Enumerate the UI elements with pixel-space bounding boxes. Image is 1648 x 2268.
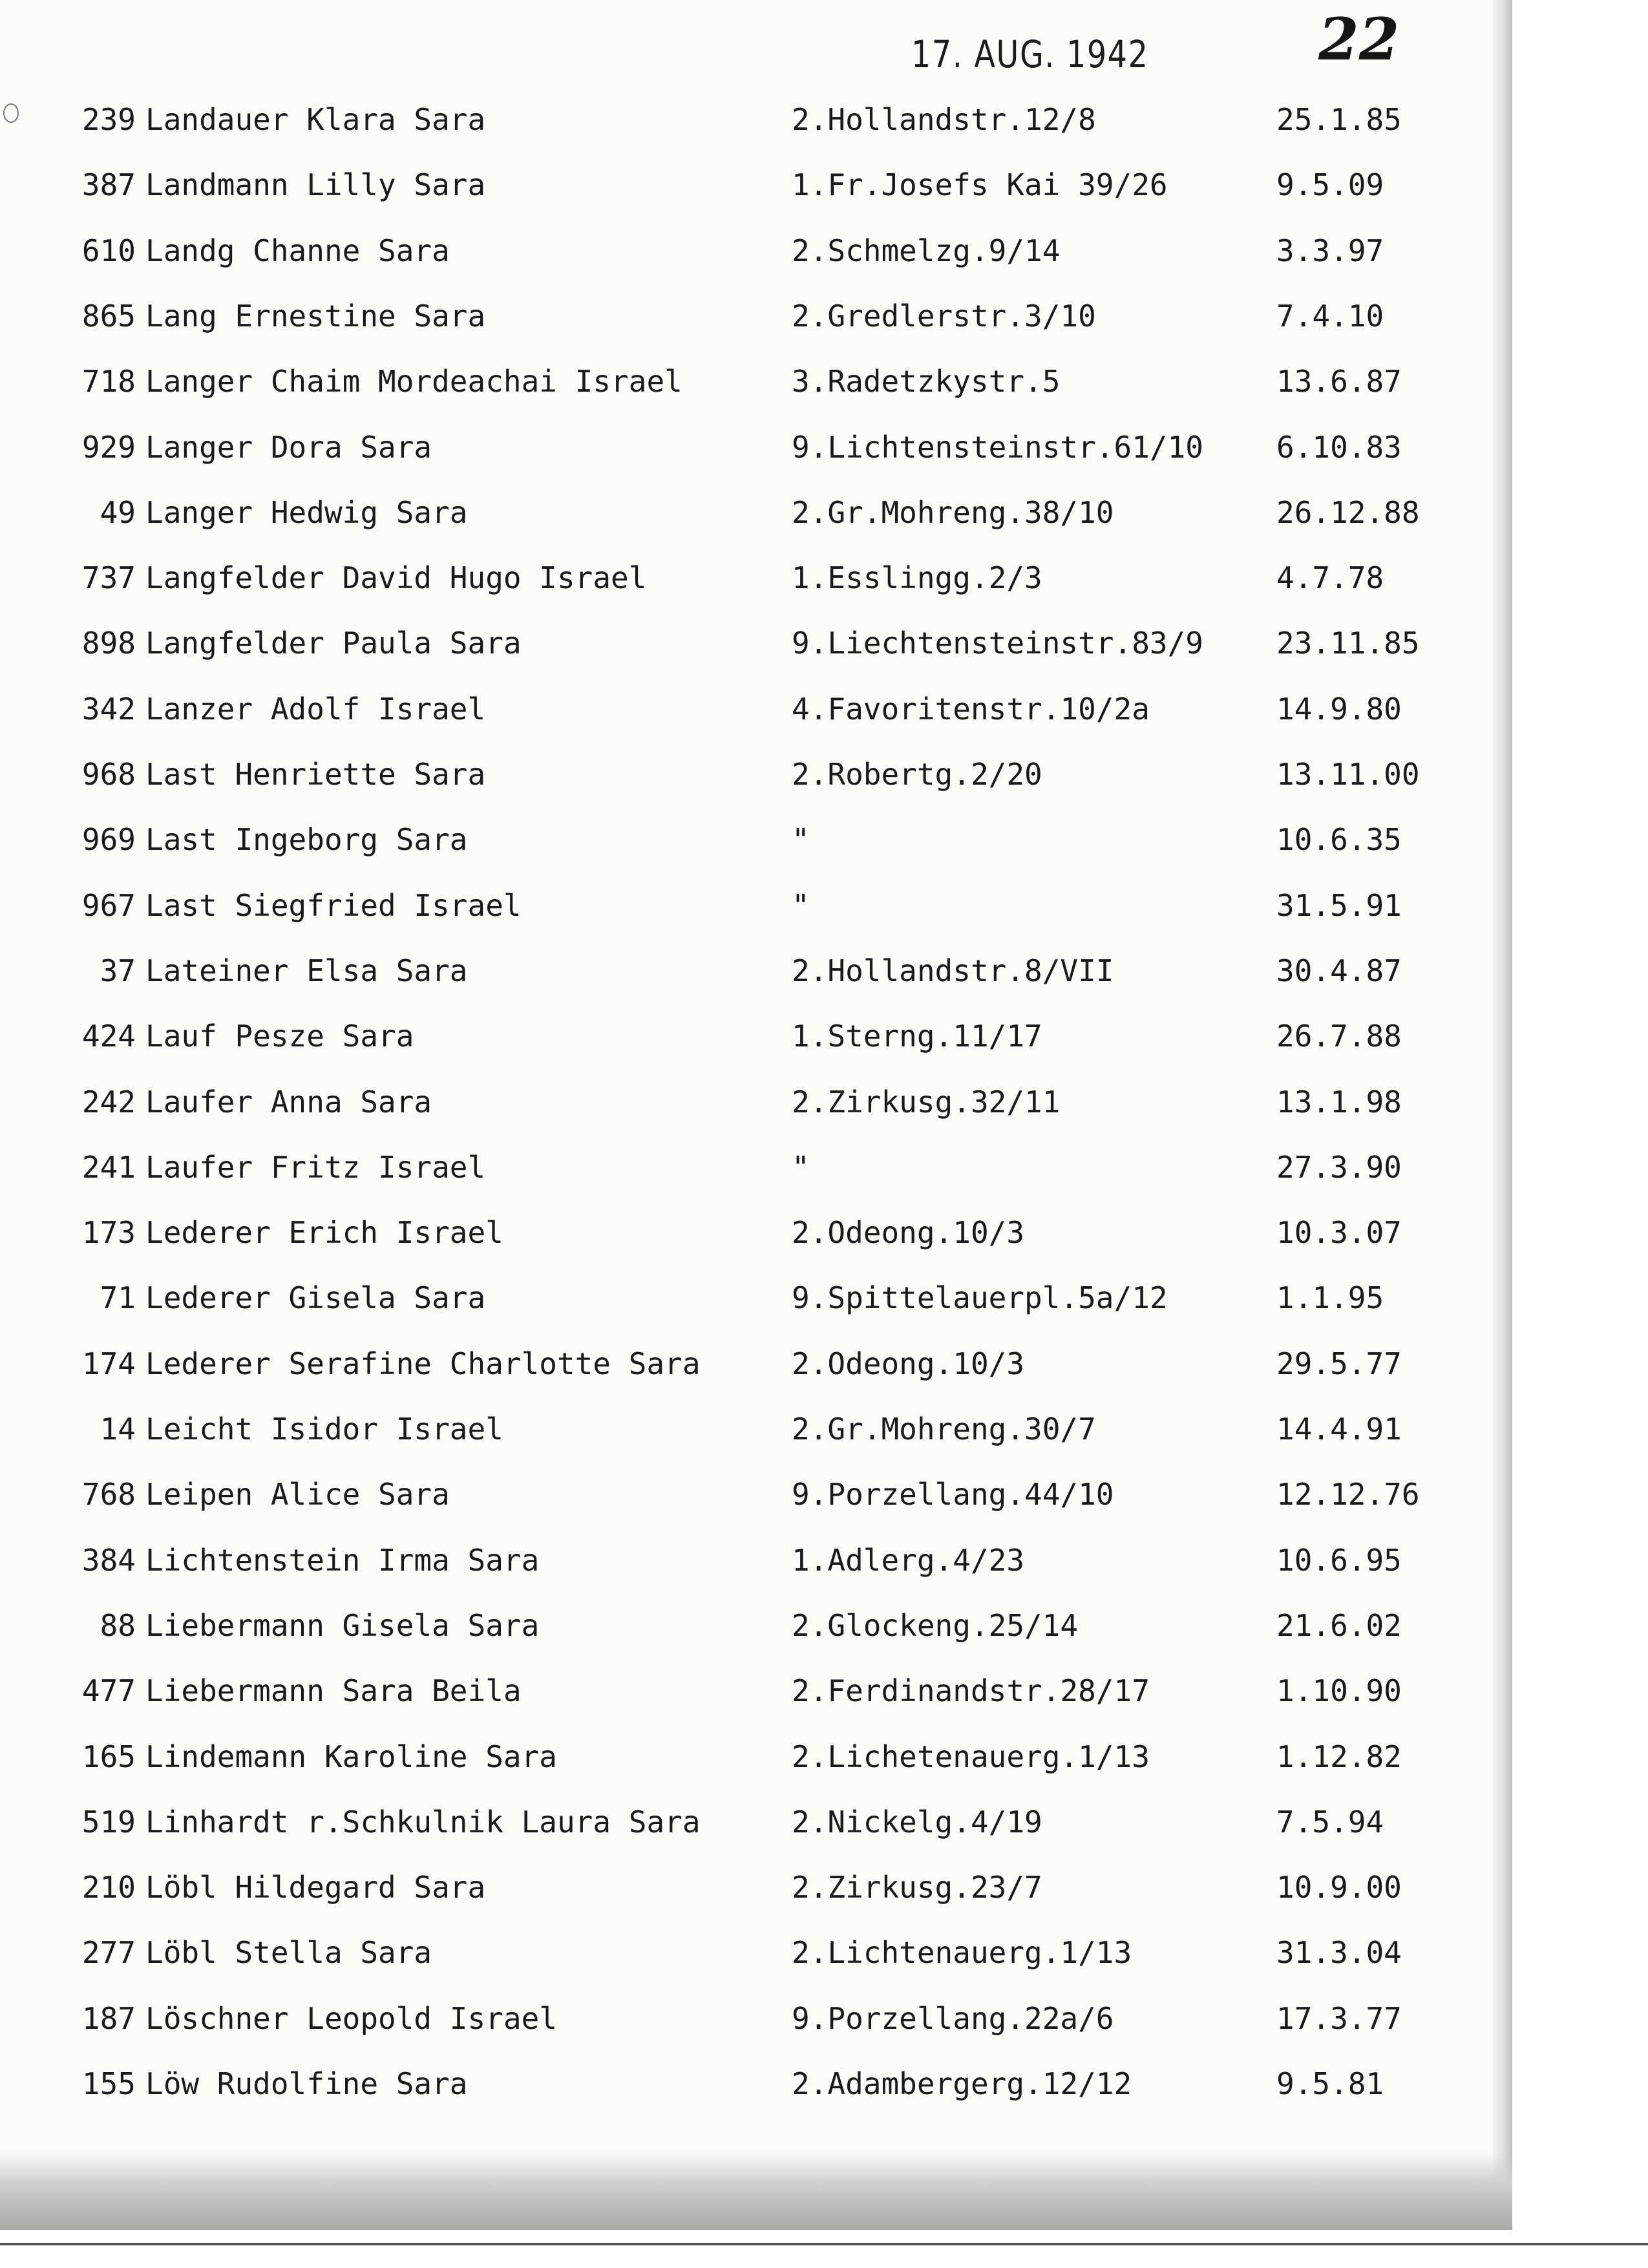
entry-birthdate: 30.4.87 [1276,953,1402,988]
entry-address: 2.Schmelzg.9/14 [792,233,1061,268]
list-row [0,1603,1486,1648]
entry-number: 969 [81,822,136,858]
entry-name: Laufer Anna Sara [145,1084,432,1119]
entry-address: 2.Zirkusg.32/11 [792,1084,1061,1119]
entry-name: Langfelder Paula Sara [145,626,522,661]
entry-address: 2.Gredlerstr.3/10 [792,298,1096,334]
entry-number: 898 [81,626,136,661]
entry-address: 9.Liechtensteinstr.83/9 [792,626,1203,661]
entry-name: Lang Ernestine Sara [145,298,486,334]
entry-birthdate: 26.7.88 [1276,1019,1402,1054]
entry-address: 9.Porzellang.22a/6 [792,2000,1114,2036]
entry-name: Last Siegfried Israel [145,887,522,923]
list-row [0,228,1486,273]
entry-number: 174 [81,1346,136,1381]
list-row [0,1799,1486,1845]
entry-address: 2.Robertg.2/20 [792,757,1042,792]
entry-number: 342 [81,691,136,726]
entry-address: 1.Adlerg.4/23 [792,1542,1025,1578]
entry-name: Lanzer Adolf Israel [145,691,486,726]
entry-number: 49 [100,494,136,530]
list-row [0,1406,1486,1452]
entry-name: Löschner Leopold Israel [145,2000,557,2036]
list-row [0,97,1486,142]
entry-number: 865 [81,298,136,334]
entry-address: 2.Gr.Mohreng.38/10 [792,494,1114,530]
list-row [0,1668,1486,1713]
entry-address: 2.Lichtenauerg.1/13 [792,1935,1132,1971]
entry-name: Langer Chaim Mordeachai Israel [145,364,682,399]
entry-birthdate: 31.3.04 [1276,1935,1402,1971]
entry-birthdate: 10.6.95 [1276,1542,1402,1578]
entry-birthdate: 7.4.10 [1276,298,1384,334]
entry-number: 718 [81,364,136,399]
entry-number: 967 [81,887,136,923]
entry-address: 9.Lichtensteinstr.61/10 [792,429,1203,465]
list-row [0,686,1486,732]
entry-number: 968 [81,757,136,792]
list-row [0,1341,1486,1386]
entry-birthdate: 14.9.80 [1276,691,1402,726]
list-row [0,1013,1486,1059]
list-row [0,490,1486,535]
entry-address: " [792,887,810,923]
entry-address: 2.Hollandstr.12/8 [792,102,1096,137]
entry-number: 155 [81,2066,136,2101]
entry-birthdate: 27.3.90 [1276,1149,1402,1185]
list-row [0,1472,1486,1517]
entry-number: 242 [81,1084,136,1119]
entry-birthdate: 23.11.85 [1276,626,1420,661]
entry-name: Last Ingeborg Sara [145,822,468,858]
entry-name: Langer Hedwig Sara [145,494,468,530]
entry-number: 71 [100,1280,136,1316]
entry-name: Lauf Pesze Sara [145,1019,414,1054]
list-row [0,1079,1486,1125]
entry-number: 610 [81,233,136,268]
scan-border-line [0,2243,1648,2245]
entry-number: 173 [81,1215,136,1251]
entry-birthdate: 3.3.97 [1276,233,1384,268]
list-row [0,425,1486,470]
entry-number: 239 [81,102,136,137]
list-row [0,555,1486,600]
entry-birthdate: 6.10.83 [1276,429,1402,465]
entry-name: Landauer Klara Sara [145,102,486,137]
entry-birthdate: 13.1.98 [1276,1084,1402,1119]
entry-birthdate: 4.7.78 [1276,560,1384,596]
entry-number: 477 [81,1673,136,1709]
entry-name: Linhardt r.Schkulnik Laura Sara [145,1804,701,1839]
entry-name: Lateiner Elsa Sara [145,953,468,988]
list-row [0,1865,1486,1910]
entry-number: 929 [81,429,136,465]
entry-address: 2.Hollandstr.8/VII [792,953,1114,988]
entry-birthdate: 9.5.09 [1276,167,1384,203]
entry-address: 2.Odeong.10/3 [792,1346,1025,1381]
entry-number: 165 [81,1739,136,1774]
handwritten-page-number: 22 [1318,5,1400,74]
list-row [0,883,1486,928]
entry-number: 14 [100,1412,136,1447]
entry-address: " [792,822,810,858]
entry-address: 2.Lichetenauerg.1/13 [792,1739,1150,1774]
list-row [0,1145,1486,1190]
entry-birthdate: 9.5.81 [1276,2066,1384,2101]
entry-birthdate: 29.5.77 [1276,1346,1402,1381]
page-edge-shadow [1493,0,1512,2217]
list-row [0,620,1486,666]
entry-address: 2.Adambergerg.12/12 [792,2066,1132,2101]
entry-number: 241 [81,1149,136,1185]
list-row [0,2061,1486,2106]
entry-number: 387 [81,167,136,203]
list-row [0,752,1486,797]
entry-name: Lederer Serafine Charlotte Sara [145,1346,701,1381]
list-row [0,359,1486,404]
entry-name: Leicht Isidor Israel [145,1412,503,1447]
entry-address: 9.Porzellang.44/10 [792,1477,1114,1512]
entry-birthdate: 14.4.91 [1276,1412,1402,1447]
entry-name: Landmann Lilly Sara [145,167,486,203]
entry-number: 424 [81,1019,136,1054]
entry-address: 2.Zirkusg.23/7 [792,1870,1042,1905]
entry-number: 187 [81,2000,136,2036]
entry-number: 737 [81,560,136,596]
entry-name: Laufer Fritz Israel [145,1149,486,1185]
entry-birthdate: 1.1.95 [1276,1280,1384,1316]
entry-name: Lichtenstein Irma Sara [145,1542,540,1578]
list-row [0,162,1486,207]
entry-birthdate: 13.6.87 [1276,364,1402,399]
entry-birthdate: 21.6.02 [1276,1607,1402,1643]
entry-address: 3.Radetzkystr.5 [792,364,1061,399]
entry-birthdate: 25.1.85 [1276,102,1402,137]
list-row [0,1734,1486,1779]
entry-address: 1.Sterng.11/17 [792,1019,1042,1054]
entry-address: 2.Gr.Mohreng.30/7 [792,1412,1096,1447]
entry-address: 1.Fr.Josefs Kai 39/26 [792,167,1168,203]
entry-birthdate: 1.12.82 [1276,1739,1402,1774]
entry-name: Lederer Erich Israel [145,1215,503,1251]
entry-address: 4.Favoritenstr.10/2a [792,691,1150,726]
entry-number: 210 [81,1870,136,1905]
entry-address: 2.Odeong.10/3 [792,1215,1025,1251]
entry-number: 384 [81,1542,136,1578]
entry-address: 2.Ferdinandstr.28/17 [792,1673,1150,1709]
entry-birthdate: 7.5.94 [1276,1804,1384,1839]
entry-number: 519 [81,1804,136,1839]
entry-name: Leipen Alice Sara [145,1477,450,1512]
entry-name: Langfelder David Hugo Israel [145,560,647,596]
entry-birthdate: 10.9.00 [1276,1870,1402,1905]
list-row [0,1930,1486,1975]
entry-birthdate: 12.12.76 [1276,1477,1420,1512]
entry-name: Löbl Hildegard Sara [145,1870,486,1905]
list-row [0,817,1486,862]
entry-name: Lederer Gisela Sara [145,1280,486,1316]
entry-name: Löbl Stella Sara [145,1935,432,1971]
list-row [0,1538,1486,1583]
entry-number: 277 [81,1935,136,1971]
entry-birthdate: 31.5.91 [1276,887,1402,923]
entry-number: 37 [100,953,136,988]
entry-name: Liebermann Sara Beila [145,1673,522,1709]
entry-birthdate: 13.11.00 [1276,757,1420,792]
entry-name: Liebermann Gisela Sara [145,1607,540,1643]
date-stamp: 17. AUG. 1942 [911,32,1149,76]
entry-birthdate: 10.3.07 [1276,1215,1402,1251]
entry-name: Last Henriette Sara [145,757,486,792]
list-row [0,1275,1486,1320]
list-row [0,293,1486,339]
entry-number: 768 [81,1477,136,1512]
entry-name: Löw Rudolfine Sara [145,2066,468,2101]
entry-address: 2.Nickelg.4/19 [792,1804,1042,1839]
entry-birthdate: 17.3.77 [1276,2000,1402,2036]
list-row [0,1996,1486,2041]
list-row [0,948,1486,993]
entry-address: 2.Glockeng.25/14 [792,1607,1079,1643]
entry-name: Langer Dora Sara [145,429,432,465]
entry-birthdate: 1.10.90 [1276,1673,1402,1709]
entry-address: 9.Spittelauerpl.5a/12 [792,1280,1168,1316]
entry-name: Landg Channe Sara [145,233,450,268]
entry-number: 88 [100,1607,136,1643]
entry-address: " [792,1149,810,1185]
entry-name: Lindemann Karoline Sara [145,1739,557,1774]
scan-bottom-shadow [0,2152,1512,2230]
entry-birthdate: 26.12.88 [1276,494,1420,530]
entry-address: 1.Esslingg.2/3 [792,560,1042,596]
entry-birthdate: 10.6.35 [1276,822,1402,858]
list-row [0,1210,1486,1255]
